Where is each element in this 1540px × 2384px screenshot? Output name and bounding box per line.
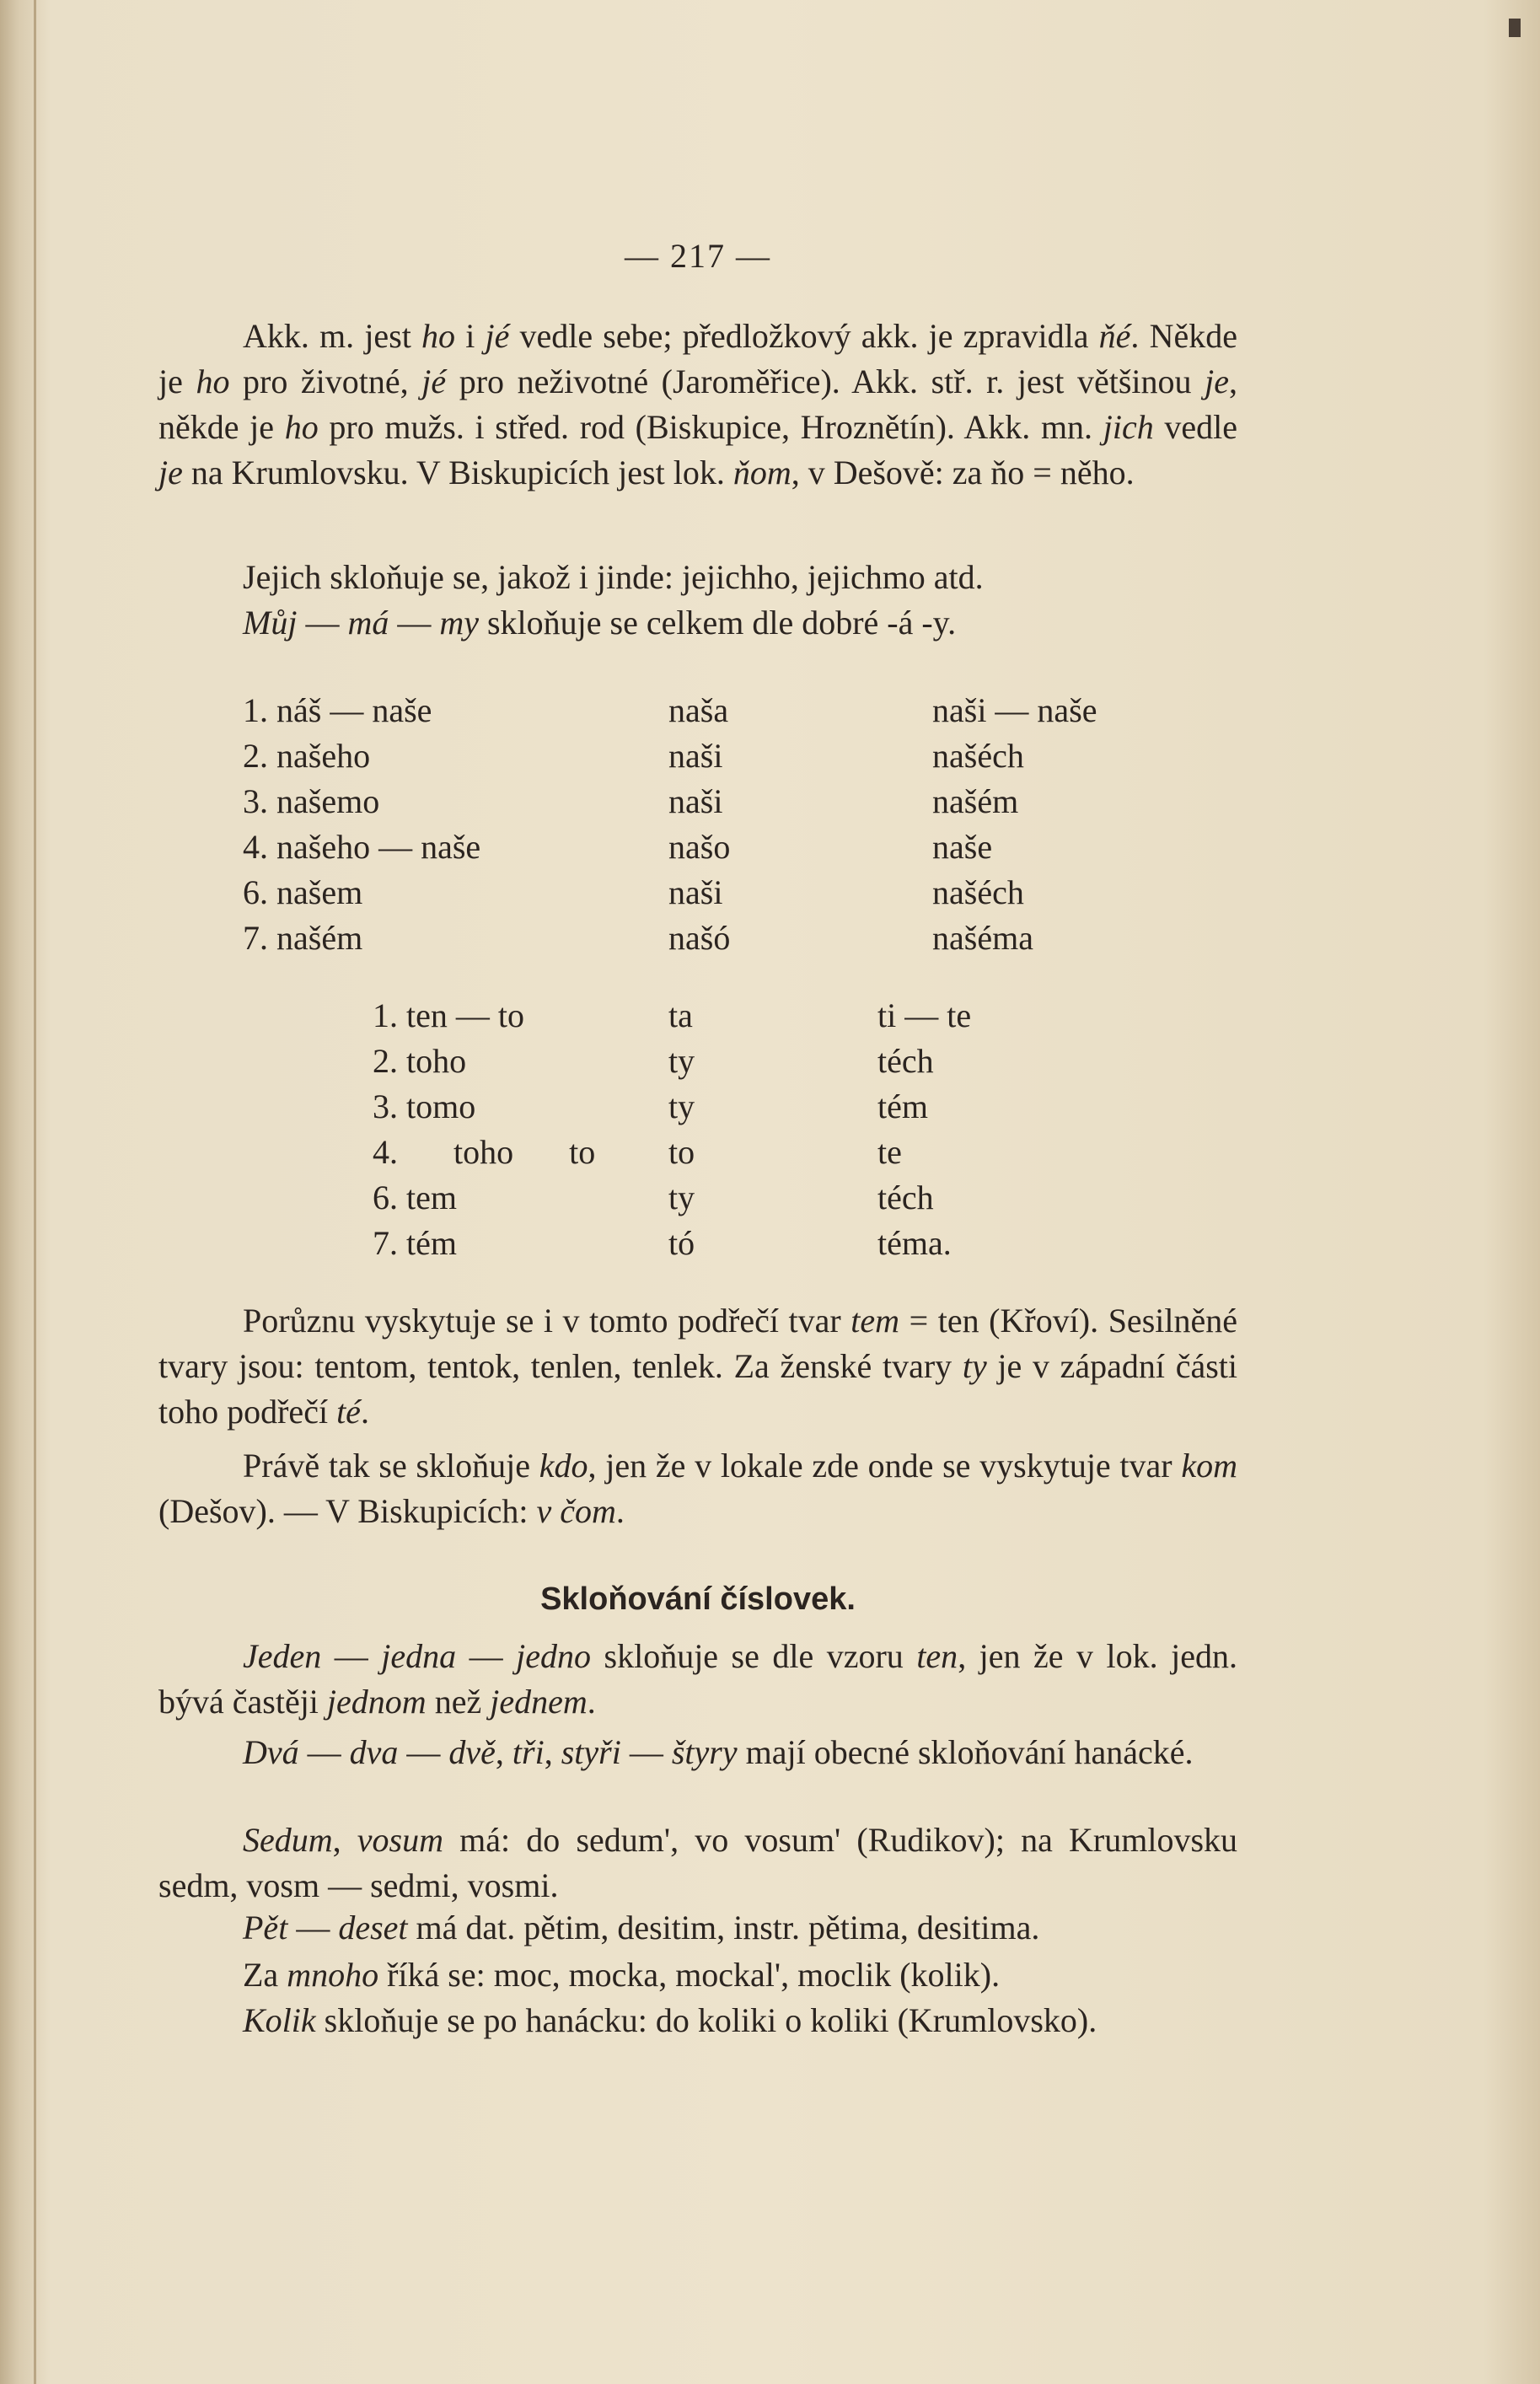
italic-word: vosum (357, 1821, 444, 1859)
italic-word: deset (338, 1909, 408, 1946)
table-cell: ta (668, 996, 693, 1034)
table-cell: téch (877, 1042, 934, 1080)
text-run: — (297, 604, 348, 642)
text-run: pro životné, (229, 362, 422, 400)
text-run: skloňuje se dle vzoru (591, 1637, 917, 1675)
numeral-paragraph-mnoho (158, 1952, 1237, 1998)
table-cell: 4. toho to (373, 1133, 596, 1171)
table-cell: našéch (932, 873, 1024, 911)
italic-word: tři (512, 1733, 545, 1771)
text-run: skloňuje se po hanácku: do koliki o koliki (Krumlovsko). (315, 2001, 1097, 2039)
italic-word: jich (1103, 408, 1154, 446)
italic-word: Dvá (243, 1733, 299, 1771)
text-run: má: do sedum', vo vosum' (Rudikov); na Krumlovsku sedm, vosm — sedmi, vosmi. (158, 1821, 1238, 1904)
italic-word: jedna (381, 1637, 457, 1675)
table-cell: 2. našeho (243, 737, 371, 775)
numeral-paragraph-kolik (158, 1998, 1237, 2043)
intro-paragraph-2 (158, 555, 1237, 600)
italic-word: té (336, 1393, 361, 1431)
text-run: Porůznu vyskytuje se i v tomto podřečí tvar (243, 1302, 851, 1340)
italic-word: kom (1181, 1447, 1237, 1485)
table-cell: naši — naše (932, 691, 1097, 729)
text-run: je v západní části toho podřečí (158, 1347, 1237, 1431)
table-cell: našó (668, 919, 731, 957)
italic-word: ho (284, 408, 319, 446)
table-cell: 2. toho (373, 1042, 467, 1080)
text-run: vedle (1153, 408, 1238, 446)
italic-word: štyry (671, 1733, 738, 1771)
text-run: — (287, 1909, 339, 1946)
text-run: = ten (Křoví). Sesilněné tvary jsou: tentom, tentok, tenlen, tenlek. Za ženské tvary (158, 1302, 1237, 1385)
text-run: — (298, 1733, 350, 1771)
text-run: , (544, 1733, 561, 1771)
table-cell: téma. (877, 1224, 952, 1262)
italic-word: my (439, 604, 479, 642)
italic-word: jé (421, 362, 447, 400)
text-run: , (495, 1733, 512, 1771)
text-run: říká se: moc, mocka, mockal', moclik (kolik). (378, 1956, 1001, 1994)
table-cell: 1. ten — to (373, 996, 524, 1034)
italic-word: v čom (536, 1492, 616, 1530)
text-run: . (615, 1492, 625, 1530)
text-run: i (455, 317, 486, 355)
italic-word: Kolik (243, 2001, 316, 2039)
italic-word: Sedum (243, 1821, 333, 1859)
italic-word: Pět (243, 1909, 288, 1946)
italic-word: tem (850, 1302, 900, 1340)
italic-word: ňom (732, 454, 791, 491)
text-run: . (360, 1393, 369, 1431)
table-cell: 6. tem (373, 1179, 457, 1216)
italic-word: má (347, 604, 389, 642)
text-run: — (389, 604, 440, 642)
italic-word: Můj (243, 604, 298, 642)
table-cell: naša (668, 691, 729, 729)
table-cell: našém (932, 782, 1019, 820)
table-cell: naši (668, 782, 723, 820)
table-cell: naše (932, 828, 993, 866)
text-run: , jen že v lok. jedn. bývá častěji (158, 1637, 1238, 1721)
text-run: . Někde je (158, 317, 1237, 400)
table-cell: 7. našém (243, 919, 363, 957)
text-run: skloňuje se celkem dle dobré -á -y. (478, 604, 957, 642)
table-cell: 1. náš — naše (243, 691, 432, 729)
table-cell: 3. našemo (243, 782, 380, 820)
text-run: má dat. pětim, desitim, instr. pětima, desitima. (407, 1909, 1040, 1946)
text-run: pro mužs. i střed. rod (Biskupice, Hroznětín). Akk. mn. (318, 408, 1103, 446)
italic-word: je (1205, 362, 1229, 400)
text-run: . (587, 1683, 596, 1721)
text-run: , (332, 1821, 357, 1859)
table-cell: ty (668, 1087, 695, 1125)
table-cell: tém (877, 1087, 928, 1125)
table-cell: tó (668, 1224, 695, 1262)
italic-word: kdo (539, 1447, 588, 1485)
table-cell: našéma (932, 919, 1033, 957)
italic-word: dvě (448, 1733, 496, 1771)
table-cell: te (877, 1133, 902, 1171)
italic-word: jedno (516, 1637, 592, 1675)
table-cell: 7. tém (373, 1224, 457, 1262)
table-cell: 4. našeho — naše (243, 828, 481, 866)
table-cell: našo (668, 828, 731, 866)
text-run: , jen že v lokale zde onde se vyskytuje tvar (588, 1447, 1182, 1485)
italic-word: jednom (326, 1683, 427, 1721)
text-run: na Krumlovsku. V Biskupicích jest lok. (182, 454, 733, 491)
text-run: — (456, 1637, 517, 1675)
intro-paragraph-3 (158, 600, 1237, 646)
table-cell: ty (668, 1179, 695, 1216)
italic-word: ňé (1098, 317, 1131, 355)
numeral-paragraph-jeden (158, 1634, 1237, 1725)
text-run: Jejich skloňuje se, jakož i jinde: jejichho, jejichmo atd. (243, 558, 984, 596)
intro-paragraph-1 (158, 314, 1237, 496)
table-cell: 6. našem (243, 873, 363, 911)
italic-word: dva (349, 1733, 399, 1771)
table-cell: téch (877, 1179, 934, 1216)
italic-word: je (158, 454, 183, 491)
text-run: — (620, 1733, 672, 1771)
text-run: (Dešov). — V Biskupicích: (158, 1492, 537, 1530)
page-gutter (34, 0, 36, 2384)
numeral-paragraph-sedum (158, 1818, 1237, 1909)
text-run: , v Dešově: za ňo = něho. (791, 454, 1135, 491)
italic-word: jednem (490, 1683, 588, 1721)
table-cell: ty (668, 1042, 695, 1080)
italic-word: jé (485, 317, 510, 355)
paragraph-porunzu (158, 1298, 1237, 1435)
text-run: Akk. m. jest (243, 317, 422, 355)
text-run: — (398, 1733, 449, 1771)
italic-word: ty (962, 1347, 987, 1385)
table-cell: naši (668, 737, 723, 775)
text-run: než (426, 1683, 491, 1721)
text-run: pro neživotné (Jaroměřice). Akk. stř. r. jest většinou (446, 362, 1205, 400)
text-run: , někde je (158, 362, 1237, 446)
text-run: vedle sebe; předložkový akk. je zpravidla (509, 317, 1099, 355)
italic-word: ten (916, 1637, 958, 1675)
table-cell: našéch (932, 737, 1024, 775)
paragraph-kdo (158, 1443, 1237, 1534)
numeral-paragraph-dva (158, 1730, 1237, 1775)
text-run: Právě tak se skloňuje (243, 1447, 539, 1485)
italic-word: mnoho (287, 1956, 379, 1994)
text-run: mají obecné skloňování hanácké. (737, 1733, 1194, 1771)
text-run: Za (243, 1956, 287, 1994)
table-cell: 3. tomo (373, 1087, 476, 1125)
italic-word: ho (196, 362, 230, 400)
italic-word: styři (561, 1733, 621, 1771)
table-cell: to (668, 1133, 695, 1171)
italic-word: ho (421, 317, 456, 355)
italic-word: Jeden (243, 1637, 322, 1675)
table-cell: naši (668, 873, 723, 911)
corner-mark (1509, 19, 1521, 37)
section-heading: Skloňování číslovek. (540, 1581, 856, 1617)
text-run: — (321, 1637, 382, 1675)
numeral-paragraph-pet (158, 1905, 1237, 1951)
page-number: — 217 — (625, 237, 771, 275)
table-cell: ti — te (877, 996, 972, 1034)
